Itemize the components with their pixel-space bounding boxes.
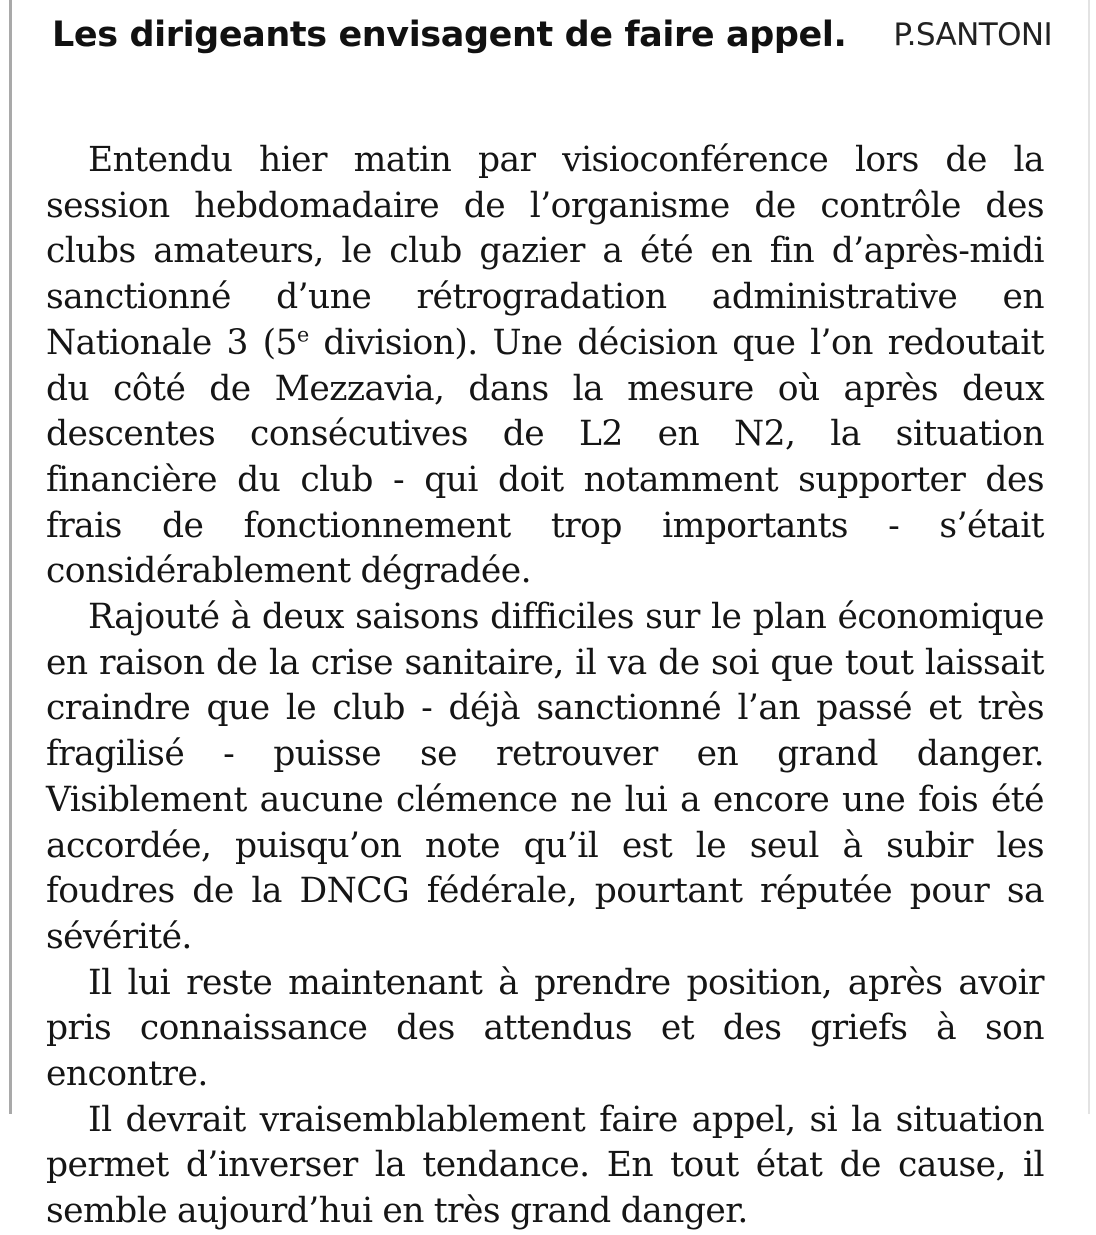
article-paragraph-3: Il lui reste maintenant à prendre position, après avoir pris connaissance des attendus et des griefs à son encontre.: [46, 962, 1044, 1095]
column-divider-left: [9, 0, 12, 1114]
article-body: [46, 138, 1044, 1235]
caption-text: Les dirigeants envisagent de faire appel.: [52, 15, 847, 55]
column-divider-right: [1088, 0, 1090, 1114]
article-paragraph-1: Entendu hier matin par visioconférence lors de la session hebdomadaire de l’organisme de contrôle des clubs amateurs, le club gazier a été en fin d’après-midi sanctionné d’une rétrogradation administrative en Nationale 3 (5e division). Une décision que l’on redoutait du côté de Mezzavia, dans la mesure où après deux descentes consécutives de L2 en N2, la situation financière du club - qui doit notamment supporter des frais de fonctionnement trop importants - s’était considérablement dégradée.: [46, 140, 1044, 592]
article-paragraph-2: Rajouté à deux saisons difficiles sur le plan économique en raison de la crise sanitaire, il va de soi que tout laissait craindre que le club - déjà sanctionné l’an passé et très fragilisé - puisse se retrouver en grand danger. Visiblement aucune clémence ne lui a encore une fois été accordée, puisqu’on note qu’il est le seul à subir les foudres de la DNCG fédérale, pourtant réputée pour sa sévérité.: [46, 597, 1044, 957]
article-paragraph-4: Il devrait vraisemblablement faire appel, si la situation permet d’inverser la tendance. En tout état de cause, il semble aujourd’hui en très grand danger.: [46, 1099, 1044, 1232]
photo-caption: [52, 10, 1052, 60]
photo-credit: P.SANTONI: [893, 17, 1052, 53]
